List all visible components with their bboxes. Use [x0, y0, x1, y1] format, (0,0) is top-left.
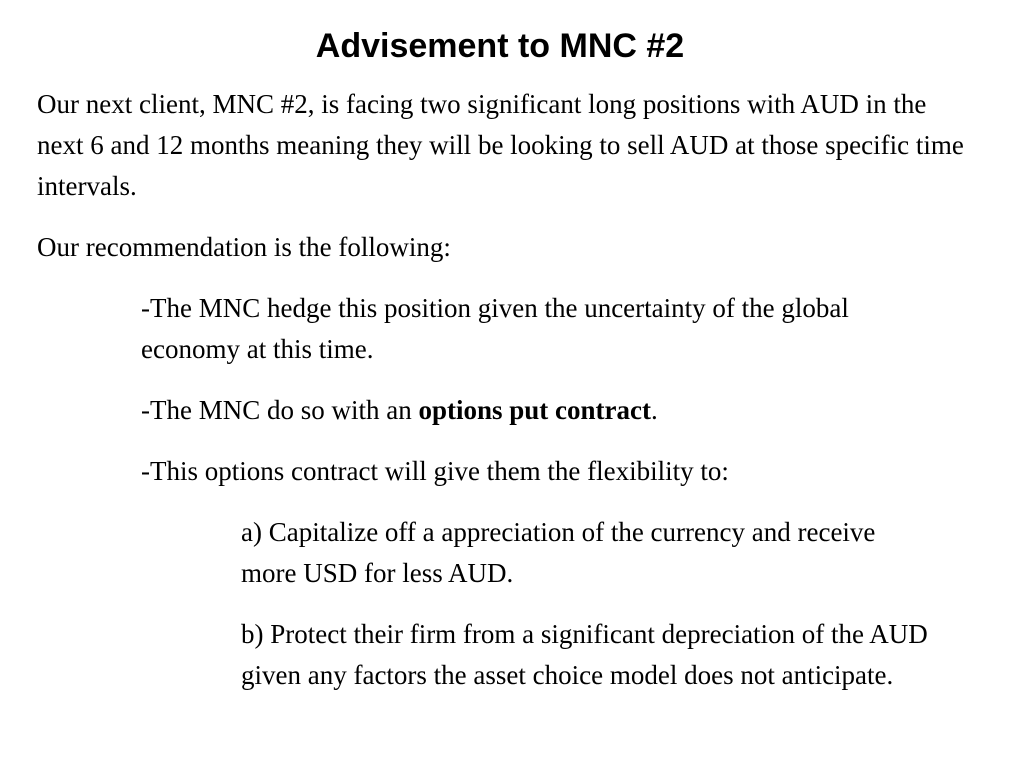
- point-options-prefix: -The MNC do so with an: [141, 395, 419, 425]
- slide-body: [37, 84, 987, 716]
- point-flexibility: -This options contract will give them the flexibility to:: [141, 456, 729, 486]
- point-options-suffix: .: [651, 395, 658, 425]
- point-hedge: -The MNC hedge this position given the uncertainty of the global economy at this time.: [141, 293, 849, 364]
- point-options-emphasis: options put contract: [418, 395, 651, 425]
- slide-title: Advisement to MNC #2: [315, 27, 685, 65]
- sub-point-b: b) Protect their firm from a significant depreciation of the AUD given any factors the asset choice model does not anticipate.: [241, 619, 928, 690]
- point-options: [141, 390, 987, 431]
- sub-point-a: a) Capitalize off a appreciation of the currency and receive more USD for less AUD.: [241, 517, 876, 588]
- recommendation-lead: Our recommendation is the following:: [37, 232, 451, 262]
- intro-paragraph: Our next client, MNC #2, is facing two significant long positions with AUD in the next 6 and 12 months meaning they will be looking to sell AUD at those specific time intervals.: [37, 89, 964, 201]
